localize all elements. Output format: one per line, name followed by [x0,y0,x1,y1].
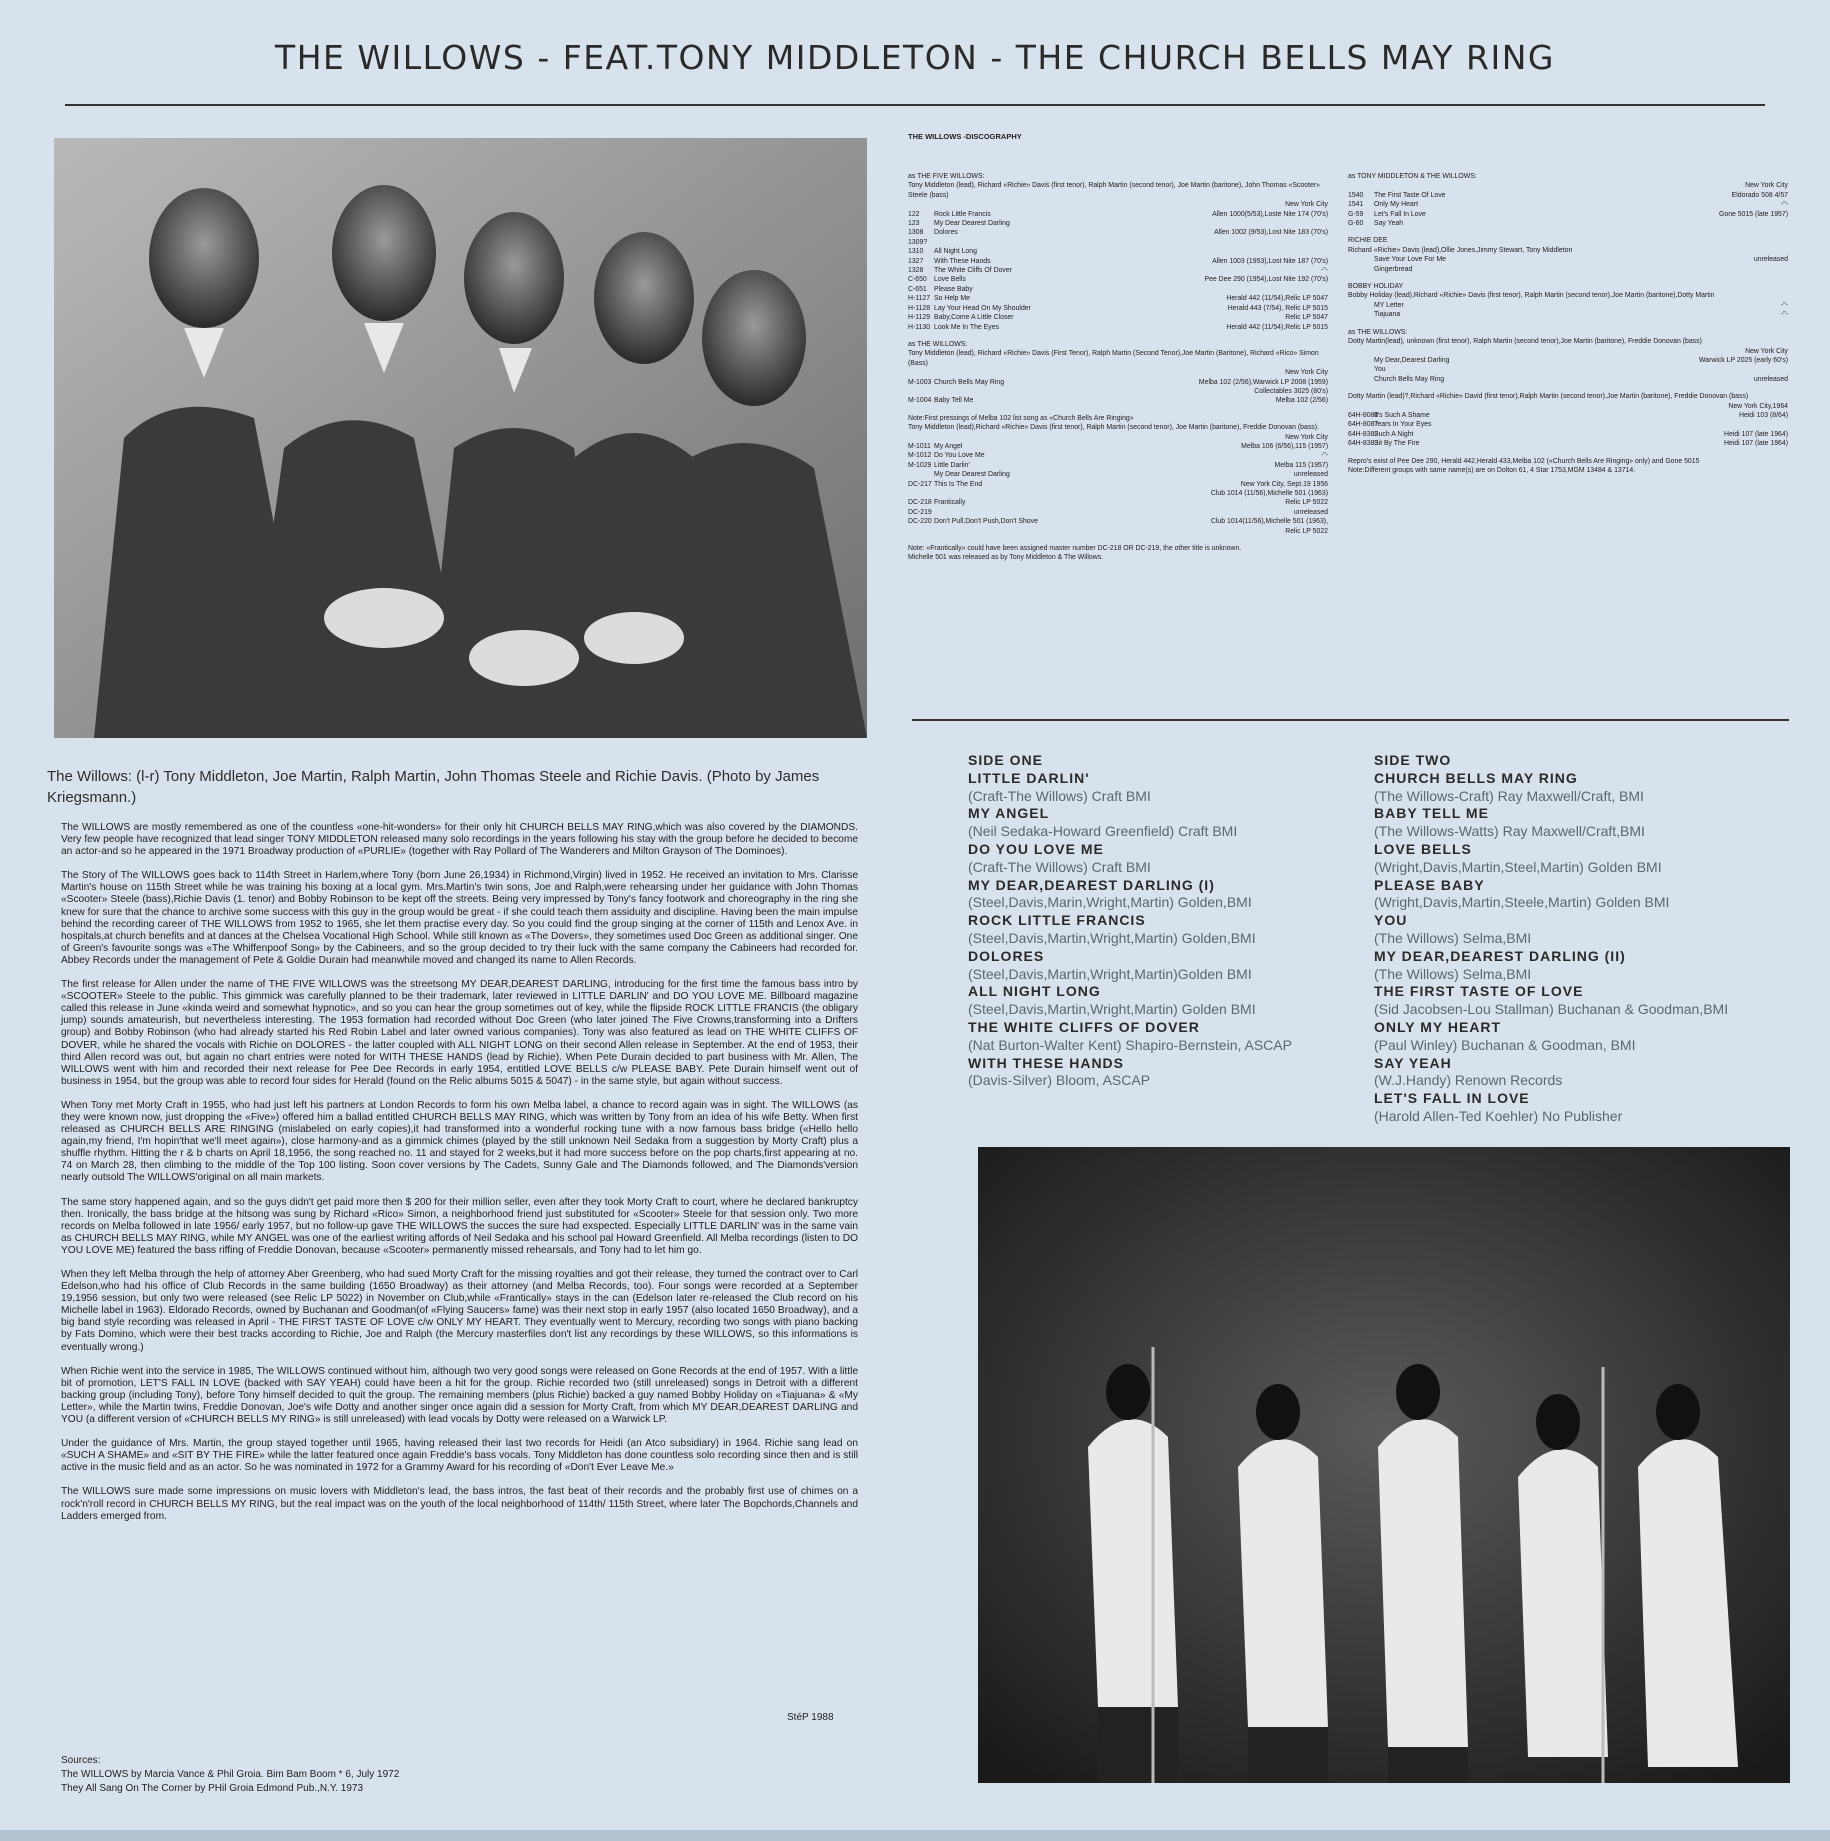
song-title: My Dear Dearest Darling [934,471,1010,479]
discography-row [908,368,1328,377]
side-two-label: SIDE TWO [1374,752,1452,768]
discography-row [908,451,1328,460]
group-portrait-photo-icon [54,138,867,738]
song-title: Look Me In The Eyes [934,323,999,331]
master-number: 64H-8383 [1348,440,1379,448]
master-number: M-1011 [908,442,931,450]
track-credit: (Sid Jacobsen-Lou Stallman) Buchanan & Goodman,BMI [1374,1001,1729,1018]
group-portrait-photo [54,138,867,738]
master-number [1348,375,1374,384]
master-number [1348,365,1374,374]
discography-lineup: Tony Middleton (lead), Richard «Richie» Davis (First Tenor), Ralph Martin (Second Tenor),Joe Martin (Baritone), Richard «Rico» Simon (Bass) [908,350,1319,367]
discography-row [908,527,1328,536]
release-label: Gone 5015 (late 1957) [1719,210,1788,218]
discography-row [908,517,1328,526]
discography-lineup: Note:Different groups with same name(s) are on Dolton 61, 4 Star 1753,MGM 13484 & 13714. [1348,466,1636,474]
song-title: Do You Love Me [934,452,985,460]
release-label: Warwick LP 2025 (early 60's) [1698,356,1788,364]
discography-row [1348,310,1788,319]
track-title: MY ANGEL [968,805,1050,822]
master-number [908,489,934,498]
discography-row [1348,181,1788,190]
discography-row [1348,347,1788,356]
discography-row [908,323,1328,332]
title-underline [65,104,1765,106]
discography-row [908,508,1328,517]
song-title: Dolores [934,229,958,237]
master-number: M-1004 [908,397,932,405]
discography-row [908,489,1328,498]
master-number [1348,301,1374,310]
track-title: THE WHITE CLIFFS OF DOVER [968,1018,1200,1035]
article-paragraph: When Richie went into the service in 1985, The WILLOWS continued without him, although two very good songs were released on Gone Records at the end of 1957. With a little bit of promotion, LET'S FALL IN LOVE (backed with SAY YEAH) could have been a hit for the group. Richie recorded two (still unreleased) songs in Detroit with a different backing group (including Tony), before Tony himself decided to quit the group. The remaining members (plus Richie) backed a guy named Bobby Holiday on «Tiajuana» & «My Letter», while the Martin twins, Freddie Donovan, Joe's wife Dotty and another singer once again did a session for Morty Craft, from which MY DEAR,DEAREST DARLING and YOU (a different version of «CHURCH BELLS MY RING» is still unreleased) with lead vocals by Dotty were released on a Warwick LP. [61,1365,858,1426]
track-credit: (Steel,Davis,Martin,Wright,Martin) Golden BMI [968,1001,1256,1018]
master-number: 1327 [908,257,924,265]
song-title: It's Such A Shame [1374,411,1430,419]
discography-heading: Note: «Frantically» could have been assigned master number DC-218 OR DC-219, the other title is unknown. [908,545,1242,553]
discography-row [908,304,1328,313]
track-credit: (Craft-The Willows) Craft BMI [968,858,1151,875]
discography-lineup: Dotty Martin(lead), unknown (first tenor), Ralph Martin (second tenor),Joe Martin (baritone), Freddie Donovan (bass) [1348,338,1702,346]
discography-lineup: Tony Middleton (lead), Richard «Richie» Davis (first tenor), Ralph Martin (second tenor), Joe Martin (baritone), John Thomas «Scooter» Steele (bass) [908,182,1320,199]
release-label: Club 1014(11/56),Michelle 501 (1963), [1210,518,1328,526]
release-label: Heidi 107 (late 1964) [1724,430,1788,438]
discography-row [908,433,1328,442]
track-credit: (Paul Winley) Buchanan & Goodman, BMI [1374,1036,1636,1053]
master-number: M-1029 [908,461,932,469]
author-signature: StéP 1988 [787,1712,834,1723]
discography-row [1348,420,1788,429]
song-title: Don't Pull,Don't Push,Don't Shove [934,518,1038,526]
track-credit: (The Willows-Craft) Ray Maxwell/Craft, BMI [1374,787,1644,804]
discography-row [908,275,1328,284]
discography-row [908,294,1328,303]
release-label: -"- [1320,267,1328,275]
article-paragraph: The WILLOWS are mostly remembered as one of the countless «one-hit-wonders» for their only hit CHURCH BELLS MAY RING,which was also covered by the DIAMONDS. Very few people have recognized that lead singer TONY MIDDLETON released many solo recordings in the years following his stay with the group before he decided to become an actor-and so he appeared in the 1971 Broadway production of «PURLIE» (together with Ray Pollard of The Wanderers and Milton Grayson of The Dominoes). [61,822,858,858]
article-paragraph: The WILLOWS sure made some impressions on music lovers with Middleton's lead, the bass intros, the fast beat of their records and the probably first use of chimes on a rock'n'roll record in CHURCH BELLS MY RING, but the real impact was on the youth of the local neighborhood of 114th/ 115th Street, where later The Bopchords,Channels and Ladders emerged from. [61,1486,858,1522]
release-label: Heidi 103 (8/64) [1738,411,1788,419]
song-title: Let's Fall In Love [1374,210,1426,218]
master-number: DC-218 [908,499,932,507]
discography-row [1348,411,1788,420]
source-line: They All Sang On The Corner by PHil Groia Edmond Pub.,N.Y. 1973 [61,1783,364,1794]
song-title: The First Taste Of Love [1374,191,1446,199]
discography [908,132,1788,672]
release-label: Melba 106 (6/56),115 (1957) [1241,442,1328,450]
master-number [1348,402,1374,411]
discography-heading: Repro's exist of Pee Dee 290, Herald 442,Herald 433,Melba 102 («Church Bells Are Ringing» only) and Gone 5015 [1348,457,1700,465]
release-label: Eldorado 508 4/57 [1731,191,1788,199]
master-number: 122 [908,210,920,218]
discography-group [1348,236,1788,274]
article-paragraph: The same story happened again, and so the guys didn't get paid more then $ 200 for their million seller, even after they took Morty Craft to court, where he declared bankruptcy then. Ironically, the bass bridge at the hitsong was sung by Richard «Rico» Simon, a neighborhood friend just substituted for «Scooter» Steele for that session only. Two more records on Melba followed in late 1956/ early 1957, but no follow-up gave THE WILLOWS the succes the sure had exspected. Especially LITTLE DARLIN' was in the same vain as CHURCH BELLS MAY RING, while MY ANGEL was one of the earliest writing affords of Neil Sedaka and his school pal Howard Greenfield. All Melba recordings (listen to DO YOU LOVE ME) featured the bass riffing of Freddie Donovan, because «Scooter» permanently missed rehearsals, and Tony had to let him go. [61,1196,858,1256]
release-label: -"- [1320,452,1328,460]
sources [61,1754,399,1796]
discography-row [908,285,1328,294]
bottom-edge [0,1830,1830,1841]
discography-heading: as THE WILLOWS: [1348,328,1408,336]
track-credit: (The Willows) Selma,BMI [1374,965,1532,982]
release-label: Allen 1000(5/53),Loste Nite 174 (70's) [1212,210,1328,218]
discography-row [1348,210,1788,219]
master-number: 123 [908,220,920,228]
photo-caption: The Willows: (l-r) Tony Middleton, Joe Martin, Ralph Martin, John Thomas Steele and Richie Davis. (Photo by James Kriegsmann.) [47,768,820,806]
discography-group [908,172,1328,332]
release-label: Relic LP 5022 [1285,499,1328,507]
master-number: H-1129 [908,314,931,322]
tracklist-divider [912,719,1789,721]
release-label: unreleased [1293,508,1328,516]
discography-group [908,544,1328,563]
release-label: Club 1014 (11/56),Michelle 501 (1963) [1210,490,1328,497]
song-title: My Dear,Dearest Darling [1374,356,1450,364]
master-number: 1309? [908,238,928,246]
discography-heading: Dotty Martin (lead)?,Richard «Richie» David (first tenor),Ralph Martin (second tenor),Joe Martin (baritone), Freddie Donovan (bass) [1348,393,1749,401]
song-title: Tears In Your Eyes [1374,421,1432,429]
track-credit: (Steel,Davis,Martin,Wright,Martin) Golden,BMI [968,929,1256,946]
release-label: Allen 1003 (1953),Lost Nite 187 (70's) [1212,257,1328,265]
track-credit: (Craft-The Willows) Craft BMI [968,787,1151,804]
release-label: New York City [1285,433,1328,441]
song-title: Tiajuana [1374,311,1401,319]
track-title: PLEASE BABY [1374,876,1485,893]
release-label: Heidi 107 (late 1964) [1724,440,1788,448]
discography-lineup: Richard «Richie» Davis (lead),Ollie Jones,Jimmy Stewart, Tony Middleton [1348,246,1573,254]
discography-row [908,387,1328,396]
song-title: Baby Tell Me [934,397,974,405]
track-credit: (Wright,Davis,Martin,Steel,Martin) Golden BMI [1374,858,1662,875]
release-label: -"- [1780,201,1788,209]
song-title: My Dear Dearest Darling [934,220,1010,228]
song-title: Lay Your Head On My Shoulder [934,304,1031,312]
article-paragraph: The first release for Allen under the name of THE FIVE WILLOWS was the streetsong MY DEAR,DEAREST DARLING, introducing for the first time the famous bass intro by «SCOOTER» Steele to the public. This gimmick was carefully planned to be their trademark, later reviewed in LITTLE DARLIN' and DO YOU LOVE ME. Billboard magazine called this release in June «kinda weird and somewhat hypnotic», and so you can hear the group sometimes out of key, while the flipside ROCK LITTLE FRANCIS (the obligary jump) sounds amateurish, but nevertheless interesting. The 1953 formation had recorded without Doc Green (who later joined The Five Crowns,transforming into a Drifters group) and Bobby Robinson (who had already started his Red Robin Label and later owned various companies). Tony was also featured as lead on THE WHITE CLIFFS OF DOVER, while he shared the vocals with Richie on DOLORES - the latter coupled with ALL NIGHT LONG on their second Allen release in September. At the end of 1953, their third Allen record was out, but again no chart entries were noted for WITH THESE HANDS (lead by Richie). When Pete Durain decided to part business with Mr. Allen, The WILLOWS went with him and recorded their next release for Pee Dee Records in early 1954, entitled LOVE BELLS c/w PLEASE BABY. Pete Durain himself went out of business in 1954, but the group was able to record four sides for Herald (found on the Relic albums 5015 & 5047) - in the same style, but again without success. [61,979,858,1087]
source-line: The WILLOWS by Marcia Vance & Phil Groia. Bim Bam Boom * 6, July 1972 [61,1769,400,1780]
master-number [908,527,934,536]
song-title: Church Bells May Ring [1374,375,1445,383]
song-title: Save Your Love For Me [1374,256,1447,264]
song-title: Love Bells [934,276,966,284]
master-number [908,368,934,377]
master-number: M-1003 [908,378,932,386]
track-title: CHURCH BELLS MAY RING [1374,769,1578,786]
discography-left-column [908,172,1328,571]
master-number [1348,265,1374,274]
release-label: Herald 442 (11/54),Relic LP 5047 [1226,295,1328,303]
release-label: -"- [1780,311,1788,319]
song-title: Little Darlin' [934,461,970,469]
discography-right-column [1348,172,1788,483]
article-paragraph: Under the guidance of Mrs. Martin, the group stayed together until 1965, having released their last two records for Heidi (an Atco subsidiary) in 1964. Richie sang lead on «SUCH A SHAME» and «SIT BY THE FIRE» while the latter featured once again Freddie's bass vocals. Tony Middleton has done countless solo recording since then and is still active in the music field and as an actor. So he was nominated in 1972 for a Grammy Award for his recording of «Don't Ever Leave Me.» [61,1438,858,1474]
discography-row [1348,356,1788,365]
source-line: Sources: [61,1755,101,1766]
song-title: This Is The End [934,480,983,488]
release-label: Collectables 3025 (80's) [1254,387,1328,395]
discography-row [1348,430,1788,439]
discography-group [1348,392,1788,448]
discography-row [1348,219,1788,228]
release-label: New York City [1745,182,1788,190]
article-paragraph: When they left Melba through the help of attorney Aber Greenberg, who had sued Morty Craft for the missing royalties and got their release, they turned the contract over to Carl Edelson,who had his office of Club Records in the same building (1650 Broadway) as their attorney (and Melba Records, too). Four songs were recorded at a September 19,1956 session, but only two were released (see Relic LP 5022) in November on Club,while «Frantically» stays in the can (Edelson later re-released the Club record on his Michelle label in 1963). Eldorado Records, owned by Buchanan and Goodman(of «Flying Saucers» fame) was their next stop in early 1957 (also located 1650 Broadway), and a big band style recording was released in April - THE FIRST TASTE OF LOVE c/w ONLY MY HEART. They eventually went to Mercury, recording two songs with piano backing by Fats Domino, which were their best tracks according to Richie, Joe and Ralph (the Mercury masterfiles don't list any recordings by these WILLOWS, so this informations is eventually wrong.) [61,1269,858,1353]
master-number: DC-220 [908,518,932,526]
master-number [1348,347,1374,356]
discography-row [1348,301,1788,310]
master-number: 1328 [908,267,924,275]
song-title: My Angel [934,442,963,450]
release-label: New York City, Sept.19 1956 [1240,480,1328,488]
master-number [1348,181,1374,190]
master-number: DC-219 [908,508,932,516]
master-number: H-1127 [908,295,931,303]
discography-row [908,498,1328,507]
discography-row [908,396,1328,405]
track-title: MY DEAR,DEAREST DARLING (II) [1374,947,1626,964]
discography-row [908,219,1328,228]
discography-row [908,228,1328,237]
discography-heading: as TONY MIDDLETON & THE WILLOWS: [1348,173,1477,180]
discography-row [908,266,1328,275]
live-stage-photo [978,1147,1790,1783]
master-number [908,387,934,396]
discography-row [908,210,1328,219]
master-number: M-1012 [908,452,932,460]
discography-row [908,442,1328,451]
side-one-tracklist [968,752,1368,1090]
discography-heading: BOBBY HOLIDAY [1348,283,1404,291]
release-label: New York City [1745,347,1788,355]
track-credit: (Nat Burton-Walter Kent) Shapiro-Bernstein, ASCAP [968,1036,1292,1053]
discography-row [1348,375,1788,384]
song-title: Such A Night [1374,430,1414,438]
release-label: New York City,1964 [1728,402,1788,410]
song-title: Rock Little Francis [934,210,991,218]
track-title: ROCK LITTLE FRANCIS [968,912,1146,929]
discography-row [908,200,1328,209]
discography-row [908,238,1328,247]
song-title: Only My Heart [1374,201,1419,209]
discography-row [908,313,1328,322]
discography-heading: as THE FIVE WILLOWS: [908,173,985,180]
discography-row [908,257,1328,266]
discography-group [1348,328,1788,384]
master-number [908,200,934,209]
song-title: Frantically [934,499,966,507]
discography-group [1348,282,1788,320]
release-label: unreleased [1753,375,1788,383]
discography-title: THE WILLOWS -DISCOGRAPHY [908,132,1022,141]
release-label: Relic LP 5022 [1285,527,1328,535]
master-number: 64H-8382 [1348,430,1379,438]
track-credit: (Steel,Davis,Martin,Wright,Martin)Golden BMI [968,965,1252,982]
song-title: MY Letter [1374,301,1404,309]
release-label: Herald 442 (11/54),Relic LP 5015 [1226,323,1328,331]
discography-heading: as THE WILLOWS: [908,340,968,348]
track-credit: (Steel,Davis,Marin,Wright,Martin) Golden,BMI [968,894,1252,911]
song-title: So Help Me [934,295,971,303]
track-credit: (Wright,Davis,Martin,Steele,Martin) Golden BMI [1374,894,1670,911]
side-two-tracklist [1374,752,1804,1126]
discography-row [908,470,1328,479]
song-title: You [1374,366,1386,374]
discography-row [908,480,1328,489]
discography-row [908,378,1328,387]
track-credit: (The Willows) Selma,BMI [1374,929,1532,946]
track-title: MY DEAR,DEAREST DARLING (I) [968,876,1215,893]
discography-lineup: Tony Middleton (lead),Richard «Richie» Davis (first tenor), Ralph Martin (second tenor), Joe Martin (baritone), Freddie Donovan (bass). [908,424,1319,432]
track-title: WITH THESE HANDS [968,1054,1124,1071]
track-title: LITTLE DARLIN' [968,769,1090,786]
track-title: ALL NIGHT LONG [968,983,1101,1000]
discography-row [1348,402,1788,411]
master-number [1348,310,1374,319]
track-credit: (Neil Sedaka-Howard Greenfield) Craft BMI [968,823,1238,840]
discography-lineup: Michelle 501 was released as by Tony Middleton & The Willows. [908,554,1104,562]
release-label: New York City [1285,201,1328,209]
liner-notes-article [61,822,858,1535]
track-title: DO YOU LOVE ME [968,840,1104,857]
song-title: Church Bells May Ring [934,378,1005,386]
track-credit: (Davis-Silver) Bloom, ASCAP [968,1072,1151,1089]
track-title: SAY YEAH [1374,1054,1452,1071]
track-title: LOVE BELLS [1374,840,1472,857]
discography-row [1348,200,1788,209]
release-label: Allen 1002 (9/53),Lost Nite 183 (70's) [1214,229,1328,237]
article-paragraph: The Story of The WILLOWS goes back to 114th Street in Harlem,where Tony (born June 26,1934) in Richmond,Virgin) lived in 1952. He received an invitation to Mrs. Clarisse Martin's house on 115th Street while he was training his boxing at a local gym. Mrs.Martin's twin sons, Joe and Ralph,were rehearsing under her guidance with John Thomas «Scooter» Steele (bass),Richie Davis (1. tenor) and Bobby Robinson to be kept off the streets. Being very impressed by Tony's fancy footwork and choreography in the ring she knew for sure that the chance to archive some success with this guy in the group would be great - if she could teach them assiduity and discipline. Having been the main impulse behind the recording career of THE WILLOWS from 1952 to 1965, she let them practise every day. So you could find the group singing at the corner of 115th and Lenox Ave. in hospitals,at church benefits and at dances at the Chelsea Vocational High School. While still known as «The Dovers», they sometimes used Doc Green as additional singer. One of Green's favourite songs was «The Whiffenpoof Song» by the Cabineers, and so the group decided to try their luck with the same company the Cabineers had recorded for. Abbey Records under the management of Pete & Goldie Durain had meanwhile moved and changed its name to Allen Records. [61,870,858,966]
track-credit: (The Willows-Watts) Ray Maxwell/Craft,BMI [1374,823,1645,840]
master-number: G-59 [1348,210,1364,218]
release-label: -"- [1780,301,1788,309]
track-credit: (Harold Allen-Ted Koehler) No Publisher [1374,1107,1623,1124]
release-label: Pee Dee 290 (1954),Lost Nite 192 (70's) [1204,276,1328,284]
release-label: New York City [1285,369,1328,377]
track-title: YOU [1374,912,1408,929]
discography-lineup: Bobby Holiday (lead),Richard «Richie» Davis (first tenor), Ralph Martin (second tenor),Joe Martin (baritone),Dotty Martin [1348,292,1715,300]
discography-row [908,461,1328,470]
release-label: Herald 443 (7/54), Relic LP 5015 [1227,304,1328,312]
song-title: With These Hands [934,257,991,265]
release-label: unreleased [1753,256,1788,264]
track-title: THE FIRST TASTE OF LOVE [1374,983,1584,1000]
song-title: The White Cliffs Of Dover [934,267,1012,275]
discography-group [908,340,1328,406]
release-label: unreleased [1293,471,1328,479]
release-label: Melba 102 (2/56) [1275,397,1328,405]
discography-heading: Note:First pressings of Melba 102 list song as «Church Bells Are Ringing» [908,414,1134,422]
discography-row [908,247,1328,256]
discography-group [1348,457,1788,476]
master-number: DC-217 [908,480,932,488]
release-label: Melba 102 (2/56),Warwick LP 2008 (1959) [1198,378,1328,386]
discography-group [908,414,1328,536]
page-title: THE WILLOWS - FEAT.TONY MIDDLETON - THE CHURCH BELLS MAY RING [275,38,1555,77]
live-stage-photo-icon [978,1147,1790,1783]
song-title: All Night Long [934,248,977,256]
master-number [908,470,934,479]
master-number [908,433,934,442]
master-number: C-650 [908,276,927,284]
discography-heading: RICHIE DEE [1348,237,1388,245]
discography-row [1348,265,1788,274]
track-title: ONLY MY HEART [1374,1018,1502,1035]
track-title: BABY TELL ME [1374,805,1489,822]
song-title: Gingerbread [1374,265,1413,273]
track-title: LET'S FALL IN LOVE [1374,1090,1530,1107]
master-number: 1541 [1348,201,1364,209]
track-title: DOLORES [968,947,1045,964]
master-number: 64H-8087 [1348,421,1379,429]
master-number: H-1130 [908,323,931,331]
master-number: 1308 [908,229,924,237]
master-number: G-60 [1348,220,1364,228]
master-number [1348,255,1374,264]
article-paragraph: When Tony met Morty Craft in 1955, who had just left his partners at London Records to form his own Melba label, a chance to record again was in sight. The WILLOWS (as they were known now, just dropping the «Five») offered him a ballad entitled CHURCH BELLS MAY RING, which was written by Tony from an idea of his wife Betty. When first released as CHURCH BELLS ARE RINGING (mislabeled on early copies),it had transformed into a wonderful rocking tune with a now famous bass bridge («Hello hello again,my friend, I'm hopin'that we'll meet again»), close harmony-and as a gimmick chimes (played by the still unknown Neil Sedaka from a suggestion by Morty Craft) plus a shuffle rhythm. Hitting the r & b charts on April 18,1956, the song reached no. 11 and stayed for 2 weeks,but it had more success before on the pop charts,first appearing at no. 74 on March 28, then climbing to the middle of the Top 100 listing. Soon cover versions by The Cadets, Sunny Gale and The Diamonds followed, and The Diamonds'version nearly outsold The WILLOWS'original on all main markets. [61,1099,858,1184]
discography-group [1348,172,1788,228]
master-number: C-651 [908,285,927,293]
song-title: Please Baby [934,285,973,293]
discography-row [1348,365,1788,374]
track-credit: (W.J.Handy) Renown Records [1374,1072,1563,1089]
discography-row [1348,439,1788,448]
release-label: Melba 115 (1957) [1274,461,1328,469]
master-number: 1310 [908,248,924,256]
release-label: Relic LP 5047 [1285,314,1328,322]
song-title: Sit By The Fire [1374,440,1420,448]
song-title: Baby,Come A Little Closer [934,314,1014,322]
master-number: 64H-8086 [1348,411,1379,419]
master-number [1348,356,1374,365]
song-title: Say Yeah [1374,220,1404,228]
discography-row [1348,191,1788,200]
master-number: 1540 [1348,191,1364,199]
discography-row [1348,255,1788,264]
master-number: H-1128 [908,304,931,312]
side-one-label: SIDE ONE [968,752,1043,768]
